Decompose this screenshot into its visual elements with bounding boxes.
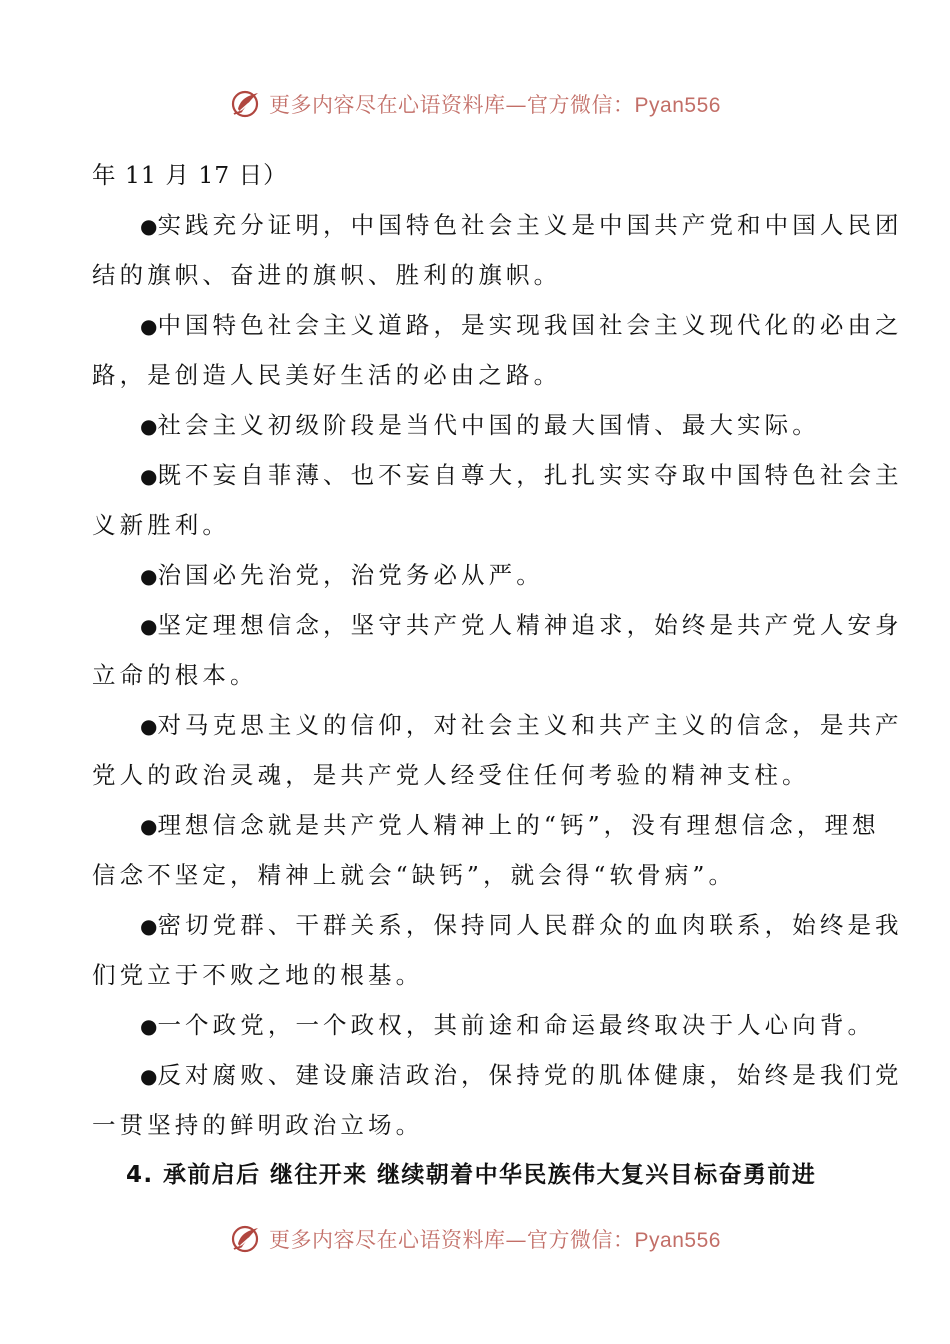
line-text: 对马克思主义的信仰，对社会主义和共产主义的信念，是共产 <box>157 711 903 739</box>
line-text: 社会主义初级阶段是当代中国的最大国情、最大实际。 <box>157 411 820 439</box>
text-line <box>92 1100 860 1150</box>
bullet-icon: ● <box>140 814 158 838</box>
banner-text: 更多内容尽在心语资料库—官方微信：Pyan556 <box>269 93 721 117</box>
text-line <box>92 450 903 500</box>
line-text: 义新胜利。 <box>92 511 230 539</box>
text-line <box>92 1050 903 1100</box>
text-line <box>92 750 860 800</box>
line-text: 密切党群、干群关系，保持同人民群众的血肉联系，始终是我 <box>157 911 903 939</box>
text-line <box>92 350 860 400</box>
text-line <box>92 400 860 450</box>
bullet-icon: ● <box>140 714 158 738</box>
line-text: 结的旗帜、奋进的旗帜、胜利的旗帜。 <box>92 261 562 289</box>
text-line <box>92 300 903 350</box>
text-line <box>92 650 860 700</box>
bullet-icon: ● <box>140 914 158 938</box>
line-text: 中国特色社会主义道路，是实现我国社会主义现代化的必由之 <box>157 311 903 339</box>
line-text: 实践充分证明，中国特色社会主义是中国共产党和中国人民团 <box>157 211 903 239</box>
line-text: 立命的根本。 <box>92 661 258 689</box>
footer-banner <box>0 1219 950 1259</box>
line-text: 们党立于不败之地的根基。 <box>92 961 424 989</box>
header-banner <box>0 84 950 124</box>
bullet-icon: ● <box>140 1064 158 1088</box>
text-line <box>92 900 903 950</box>
line-text: 党人的政治灵魂，是共产党人经受住任何考验的精神支柱。 <box>92 761 810 789</box>
logo-icon <box>229 87 263 121</box>
bullet-icon: ● <box>140 314 158 338</box>
text-line <box>92 150 860 200</box>
text-line <box>92 500 860 550</box>
line-text: 反对腐败、建设廉洁政治，保持党的肌体健康，始终是我们党 <box>157 1061 903 1089</box>
bullet-icon: ● <box>140 1014 158 1038</box>
text-line <box>92 550 860 600</box>
line-text: 治国必先治党，治党务必从严。 <box>157 561 544 589</box>
line-text: 坚定理想信念，坚守共产党人精神追求，始终是共产党人安身 <box>157 611 903 639</box>
line-text: 一贯坚持的鲜明政治立场。 <box>92 1111 424 1139</box>
line-text: 4. 承前启后 继往开来 继续朝着中华民族伟大复兴目标奋勇前进 <box>126 1162 817 1188</box>
text-line <box>92 200 903 250</box>
text-line <box>92 950 860 1000</box>
line-text: 既不妄自菲薄、也不妄自尊大，扎扎实实夺取中国特色社会主 <box>157 461 903 489</box>
line-text: 理想信念就是共产党人精神上的“钙”，没有理想信念，理想 <box>157 811 880 839</box>
text-line <box>92 250 860 300</box>
line-text: 一个政党，一个政权，其前途和命运最终取决于人心向背。 <box>157 1011 876 1039</box>
bullet-icon: ● <box>140 214 158 238</box>
banner-text: 更多内容尽在心语资料库—官方微信：Pyan556 <box>269 1228 721 1252</box>
line-text: 信念不坚定，精神上就会“缺钙”，就会得“软骨病”。 <box>92 861 737 889</box>
wechat-id: Pyan556 <box>634 1229 721 1252</box>
text-line <box>92 600 903 650</box>
bullet-icon: ● <box>140 614 158 638</box>
bullet-icon: ● <box>140 464 158 488</box>
wechat-id: Pyan556 <box>634 94 721 117</box>
text-line <box>92 850 860 900</box>
bullet-icon: ● <box>140 414 158 438</box>
bullet-icon: ● <box>140 564 158 588</box>
section-heading <box>92 1150 860 1200</box>
text-line <box>92 800 880 850</box>
text-line <box>92 700 903 750</box>
document-body <box>92 150 903 1200</box>
line-text: 路，是创造人民美好生活的必由之路。 <box>92 361 562 389</box>
text-line <box>92 1000 876 1050</box>
line-text: 年 11 月 17 日） <box>92 161 288 189</box>
logo-icon <box>229 1222 263 1256</box>
